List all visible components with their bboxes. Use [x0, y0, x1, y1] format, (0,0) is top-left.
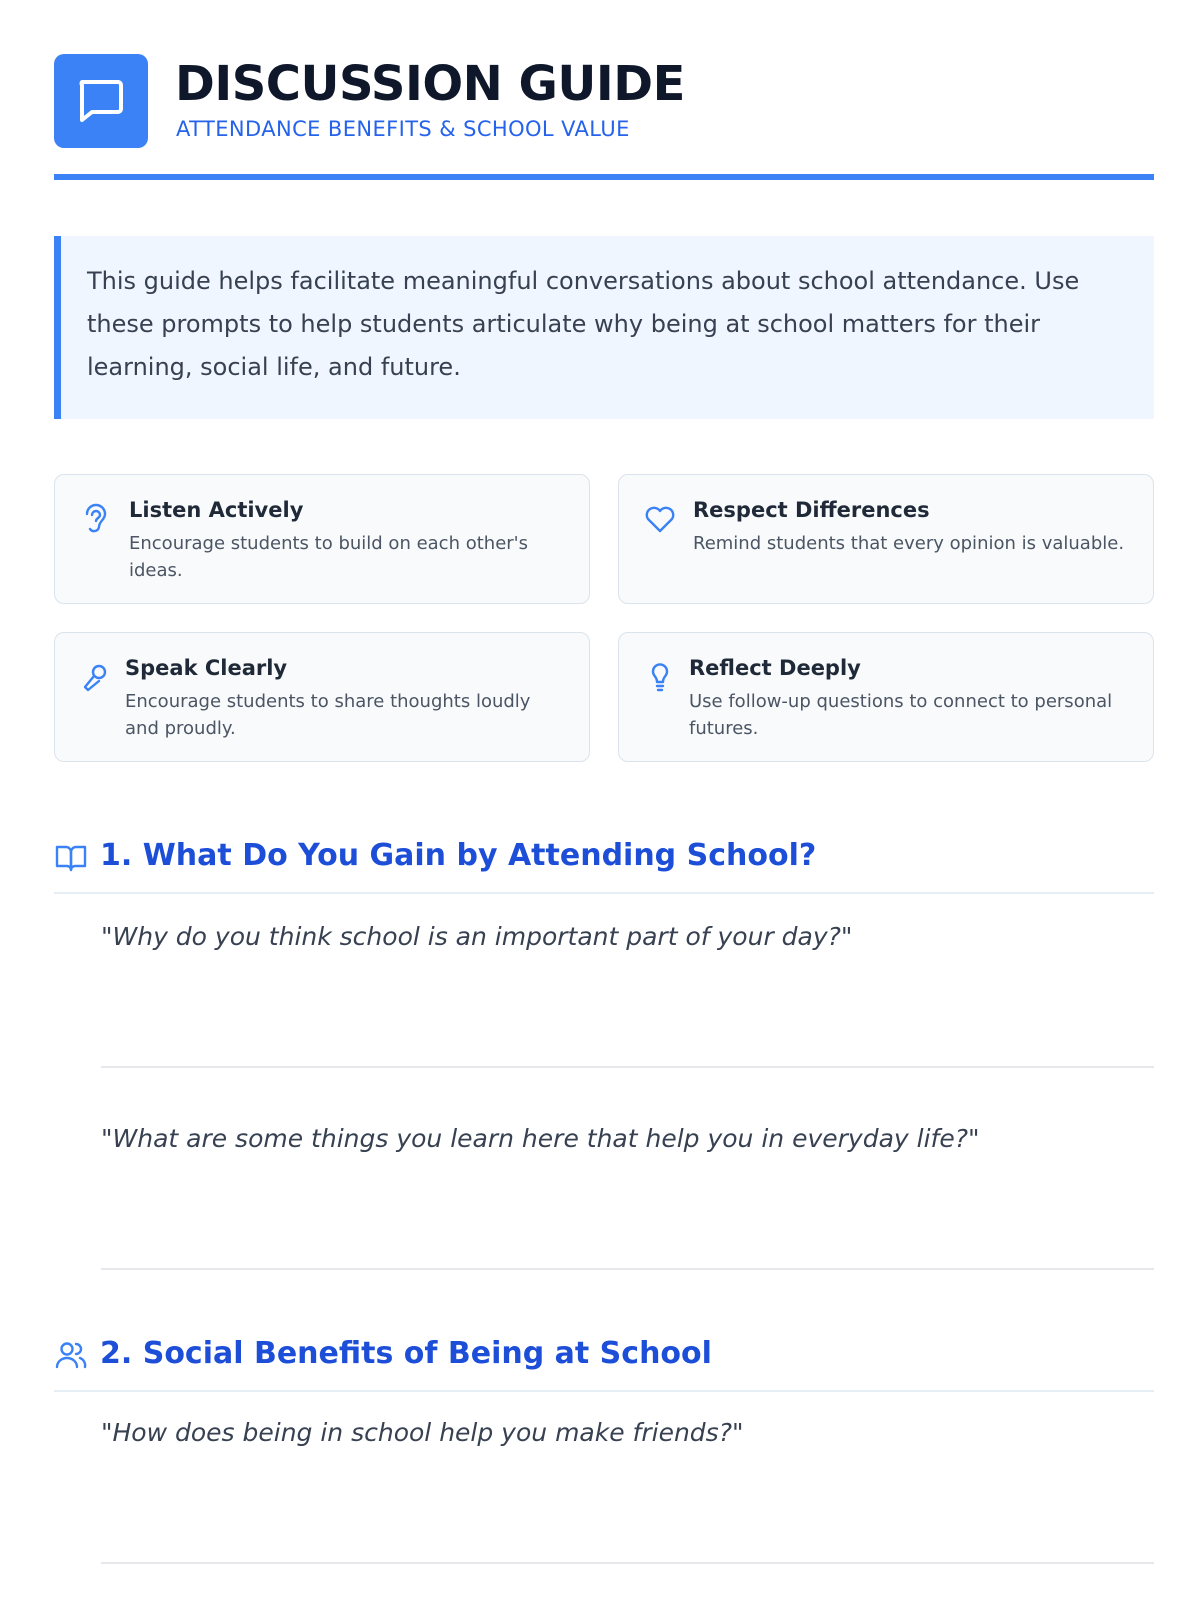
ear-icon — [79, 501, 113, 537]
header-divider — [54, 174, 1154, 180]
discussion-prompt: "What are some things you learn here that help you in everyday life?" — [101, 1124, 980, 1153]
users-icon — [54, 1338, 88, 1372]
microphone-icon — [79, 659, 113, 695]
tip-card-speak-clearly — [54, 632, 590, 762]
logo-badge — [54, 54, 148, 148]
section-heading-gain — [54, 828, 1154, 894]
tip-text: Use follow-up questions to connect to personal futures. — [689, 691, 1113, 739]
answer-line[interactable] — [101, 1066, 1154, 1068]
answer-line[interactable] — [101, 1268, 1154, 1270]
open-book-icon — [54, 840, 88, 874]
tip-card-reflect-deeply — [618, 632, 1154, 762]
tip-title: Respect Differences — [693, 498, 930, 522]
tip-title: Speak Clearly — [125, 656, 288, 680]
chat-bubble-icon — [76, 76, 126, 126]
tip-card-respect-differences — [618, 474, 1154, 604]
lightbulb-icon — [643, 659, 677, 695]
heart-icon — [643, 501, 677, 537]
section-title: 1. What Do You Gain by Attending School? — [100, 838, 817, 873]
page-subtitle: ATTENDANCE BENEFITS & SCHOOL VALUE — [176, 117, 630, 141]
intro-text: This guide helps facilitate meaningful conversations about school attendance. Use these prompts to help students articulate why being at school matters for their learning, social life, and future. — [87, 267, 1080, 381]
discussion-prompt: "Why do you think school is an important part of your day?" — [101, 922, 853, 951]
section-heading-social — [54, 1326, 1154, 1392]
tip-text: Remind students that every opinion is valuable. — [693, 533, 1125, 554]
tip-text: Encourage students to share thoughts loudly and proudly. — [125, 691, 531, 739]
answer-line[interactable] — [101, 1562, 1154, 1564]
tip-card-listen-actively — [54, 474, 590, 604]
tip-text: Encourage students to build on each other's ideas. — [129, 533, 528, 581]
section-title: 2. Social Benefits of Being at School — [100, 1336, 712, 1371]
tip-title: Reflect Deeply — [689, 656, 861, 680]
discussion-prompt: "How does being in school help you make friends?" — [101, 1418, 744, 1447]
tip-title: Listen Actively — [129, 498, 304, 522]
intro-callout — [54, 236, 1154, 419]
page-title: DISCUSSION GUIDE — [175, 56, 685, 112]
guide-header — [54, 54, 1154, 148]
